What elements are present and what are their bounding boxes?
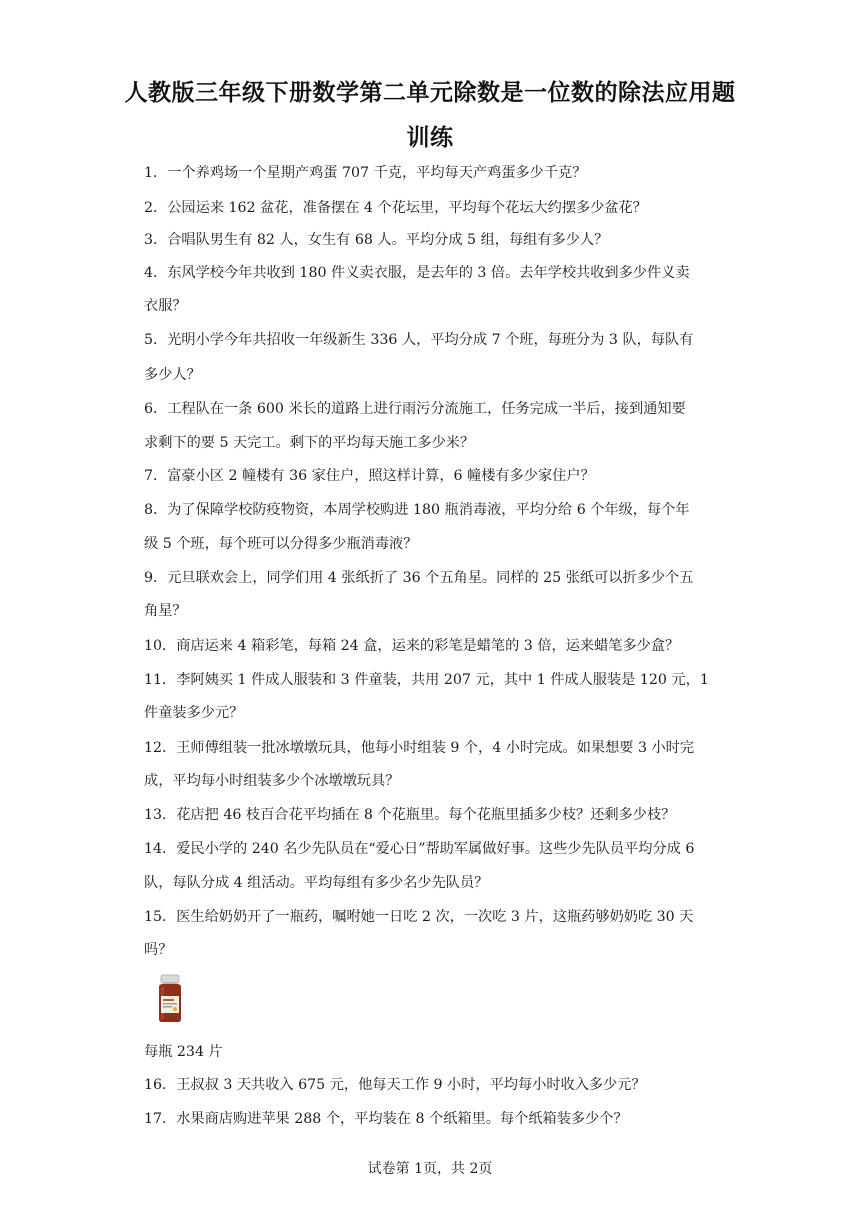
question-2: 2．公园运来 162 盆花，准备摆在 4 个花坛里，平均每个花坛大约摆多少盆花？: [144, 200, 647, 216]
question-14-line-1: 14．爱民小学的 240 名少先队员在“爱心日”帮助军属做好事。这些少先队员平均分成 6: [144, 841, 695, 857]
question-15-caption: 每瓶 234 片: [144, 1044, 223, 1060]
question-14-line-2: 队，每队分成 4 组活动。平均每组有多少名少先队员？: [144, 875, 489, 891]
question-15-line-2: 吗？: [144, 942, 173, 958]
question-4-line-2: 衣服？: [144, 298, 187, 314]
worksheet-title-line-2: 训练: [406, 125, 454, 151]
worksheet-title-line-1: 人教版三年级下册数学第二单元除数是一位数的除法应用题: [124, 80, 736, 106]
question-1: 1．一个养鸡场一个星期产鸡蛋 707 千克，平均每天产鸡蛋多少千克？: [144, 165, 587, 181]
question-8-line-1: 8．为了保障学校防疫物资，本周学校购进 180 瓶消毒液，平均分给 6 个年级，每个年: [144, 502, 690, 518]
question-11-line-2: 件童装多少元？: [144, 705, 244, 721]
question-6-line-2: 求剩下的要 5 天完工。剩下的平均每天施工多少米？: [144, 435, 475, 451]
question-4-line-1: 4．东风学校今年共收到 180 件义卖衣服，是去年的 3 倍。去年学校共收到多少件义卖: [144, 265, 690, 281]
question-9-line-2: 角星？: [144, 603, 187, 619]
question-16: 16．王叔叔 3 天共收入 675 元，他每天工作 9 小时，平均每小时收入多少元？: [144, 1077, 646, 1093]
question-5-line-2: 多少人？: [144, 367, 201, 383]
question-7: 7．富豪小区 2 幢楼有 36 家住户，照这样计算，6 幢楼有多少家住户？: [144, 468, 595, 484]
question-15-line-1: 15．医生给奶奶开了一瓶药，嘱咐她一日吃 2 次，一次吃 3 片，这瓶药够奶奶吃 30 天: [144, 909, 694, 925]
question-10: 10．商店运来 4 箱彩笔，每箱 24 盒，运来的彩笔是蜡笔的 3 倍，运来蜡笔多少盒？: [144, 638, 680, 654]
medicine-bottle-icon: [153, 974, 187, 1024]
question-12-line-1: 12．王师傅组装一批冰墩墩玩具，他每小时组装 9 个，4 小时完成。如果想要 3 小时完: [144, 740, 695, 756]
question-12-line-2: 成，平均每小时组装多少个冰墩墩玩具？: [144, 773, 400, 789]
question-6-line-1: 6．工程队在一条 600 米长的道路上进行雨污分流施工，任务完成一半后，接到通知要: [144, 401, 686, 417]
question-9-line-1: 9．元旦联欢会上，同学们用 4 张纸折了 36 个五角星。同样的 25 张纸可以折多少个五: [144, 570, 694, 586]
question-3: 3．合唱队男生有 82 人，女生有 68 人。平均分成 5 组，每组有多少人？: [144, 232, 609, 248]
question-17: 17．水果商店购进苹果 288 个，平均装在 8 个纸箱里。每个纸箱装多少个？: [144, 1111, 628, 1127]
page-footer: 试卷第 1页，共 2页: [367, 1161, 493, 1177]
question-5-line-1: 5．光明小学今年共招收一年级新生 336 人，平均分成 7 个班，每班分为 3 队，每队有: [144, 332, 694, 348]
question-11-line-1: 11．李阿姨买 1 件成人服装和 3 件童装，共用 207 元，其中 1 件成人服装是 120 元，1: [144, 672, 709, 688]
question-13: 13．花店把 46 枝百合花平均插在 8 个花瓶里。每个花瓶里插多少枝？还剩多少枝？: [144, 807, 676, 823]
question-8-line-2: 级 5 个班，每个班可以分得多少瓶消毒液？: [144, 536, 418, 552]
